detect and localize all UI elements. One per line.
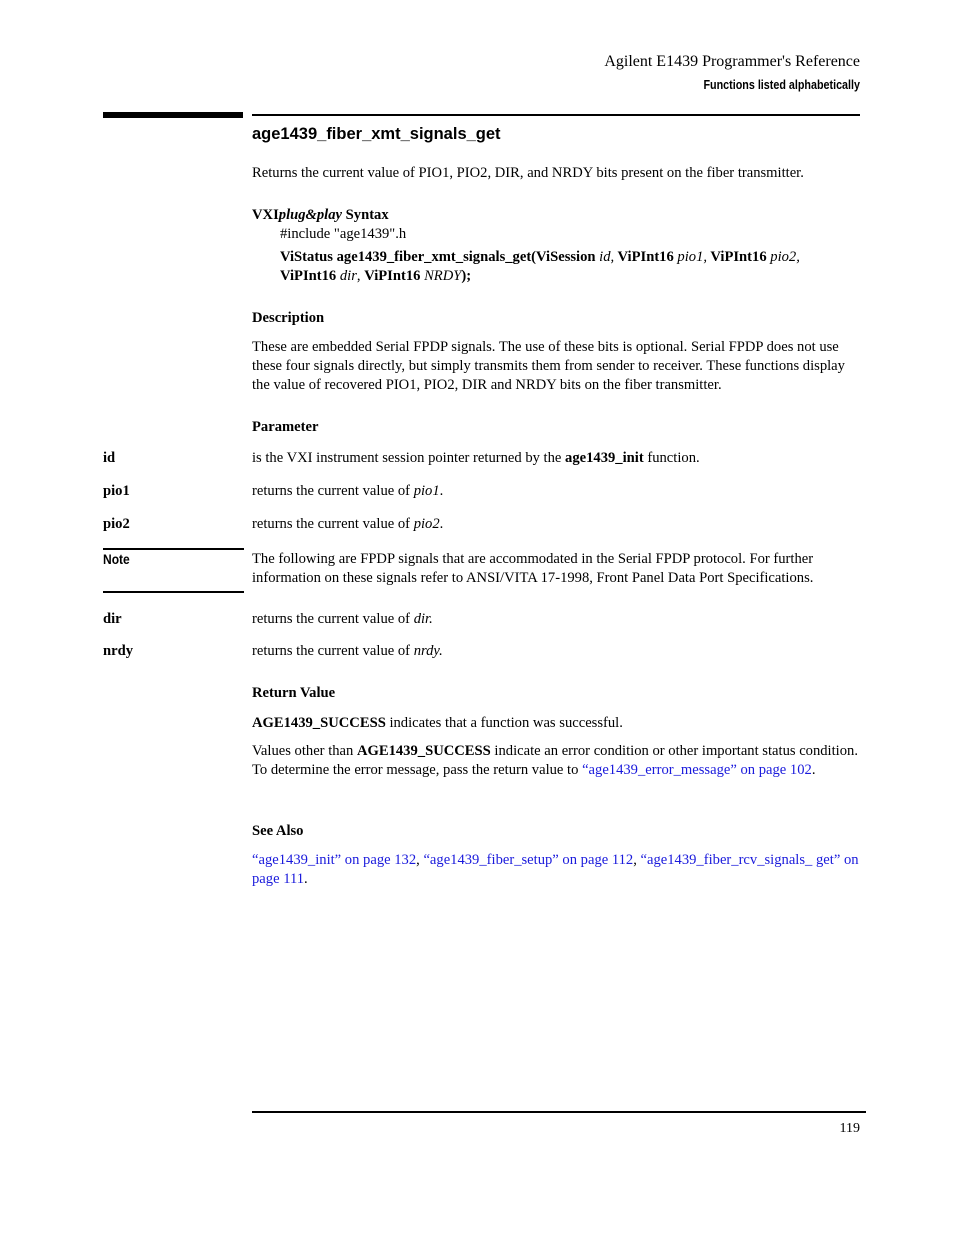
return-other-text: Values other than AGE1439_SUCCESS indicate an error condition or other important status condition. To determine the error message, pass the return value to “age1439_error_message” on page 102. bbox=[252, 743, 858, 778]
see-also-links: “age1439_init” on page 132, “age1439_fiber_setup” on page 112, “age1439_fiber_rcv_signals_ get” on page 111. bbox=[252, 852, 859, 887]
fiber-rcv-signals-link[interactable]: “age1439_fiber_rcv_signals_ get” on page 111 bbox=[252, 852, 859, 887]
init-link[interactable]: “age1439_init” on page 132 bbox=[252, 852, 417, 868]
function-title: age1439_fiber_xmt_signals_get bbox=[252, 125, 501, 143]
param-id-text: is the VXI instrument session pointer returned by the age1439_init function. bbox=[252, 450, 700, 466]
param-pio1-label: pio1 bbox=[103, 483, 130, 499]
note-text: The following are FPDP signals that are accommodated in the Serial FPDP protocol. For further information on these signals refer to ANSI/VITA 17-1998, Front Panel Data Port Specifications. bbox=[252, 551, 814, 586]
description-heading: Description bbox=[252, 310, 325, 326]
include-line: #include "age1439".h bbox=[280, 226, 407, 242]
param-nrdy-label: nrdy bbox=[103, 643, 134, 659]
parameter-heading: Parameter bbox=[252, 419, 319, 435]
fiber-setup-link[interactable]: “age1439_fiber_setup” on page 112 bbox=[423, 852, 634, 868]
page-number: 119 bbox=[839, 1121, 860, 1136]
return-value-heading: Return Value bbox=[252, 685, 336, 701]
intro-paragraph: Returns the current value of PIO1, PIO2, DIR, and NRDY bits present on the fiber transmitter. bbox=[252, 165, 804, 181]
param-dir-label: dir bbox=[103, 611, 122, 627]
description-text: These are embedded Serial FPDP signals. The use of these bits is optional. Serial FPDP does not use these four signals directly, but simply transmits them from sender to receiver. These functions display the value of recovered PIO1, PIO2, DIR and NRDY bits on the fiber transmitter. bbox=[252, 339, 845, 393]
param-dir-text: returns the current value of dir. bbox=[252, 611, 433, 627]
return-success-text: AGE1439_SUCCESS indicates that a function was successful. bbox=[252, 715, 623, 731]
error-message-link[interactable]: “age1439_error_message” on page 102 bbox=[582, 762, 812, 778]
param-pio1-text: returns the current value of pio1. bbox=[252, 483, 444, 499]
param-nrdy-text: returns the current value of nrdy. bbox=[252, 643, 443, 659]
see-also-heading: See Also bbox=[252, 823, 304, 839]
note-bottom-rule bbox=[103, 591, 244, 593]
section-top-rule bbox=[252, 114, 860, 116]
param-pio2-label: pio2 bbox=[103, 516, 130, 532]
param-pio2-text: returns the current value of pio2. bbox=[252, 516, 444, 532]
note-label: Note bbox=[103, 551, 130, 567]
running-header-subtitle: Functions listed alphabetically bbox=[703, 78, 860, 92]
footer-rule bbox=[252, 1111, 866, 1113]
function-prototype: ViStatus age1439_fiber_xmt_signals_get(ViSession id, ViPInt16 pio1, ViPInt16 pio2, ViPInt16 dir, ViPInt16 NRDY); bbox=[280, 249, 800, 284]
param-id-label: id bbox=[103, 450, 116, 466]
syntax-heading: VXIplug&play Syntax bbox=[252, 207, 389, 223]
section-marker-bar bbox=[103, 112, 243, 118]
running-header-title: Agilent E1439 Programmer's Reference bbox=[604, 53, 860, 70]
